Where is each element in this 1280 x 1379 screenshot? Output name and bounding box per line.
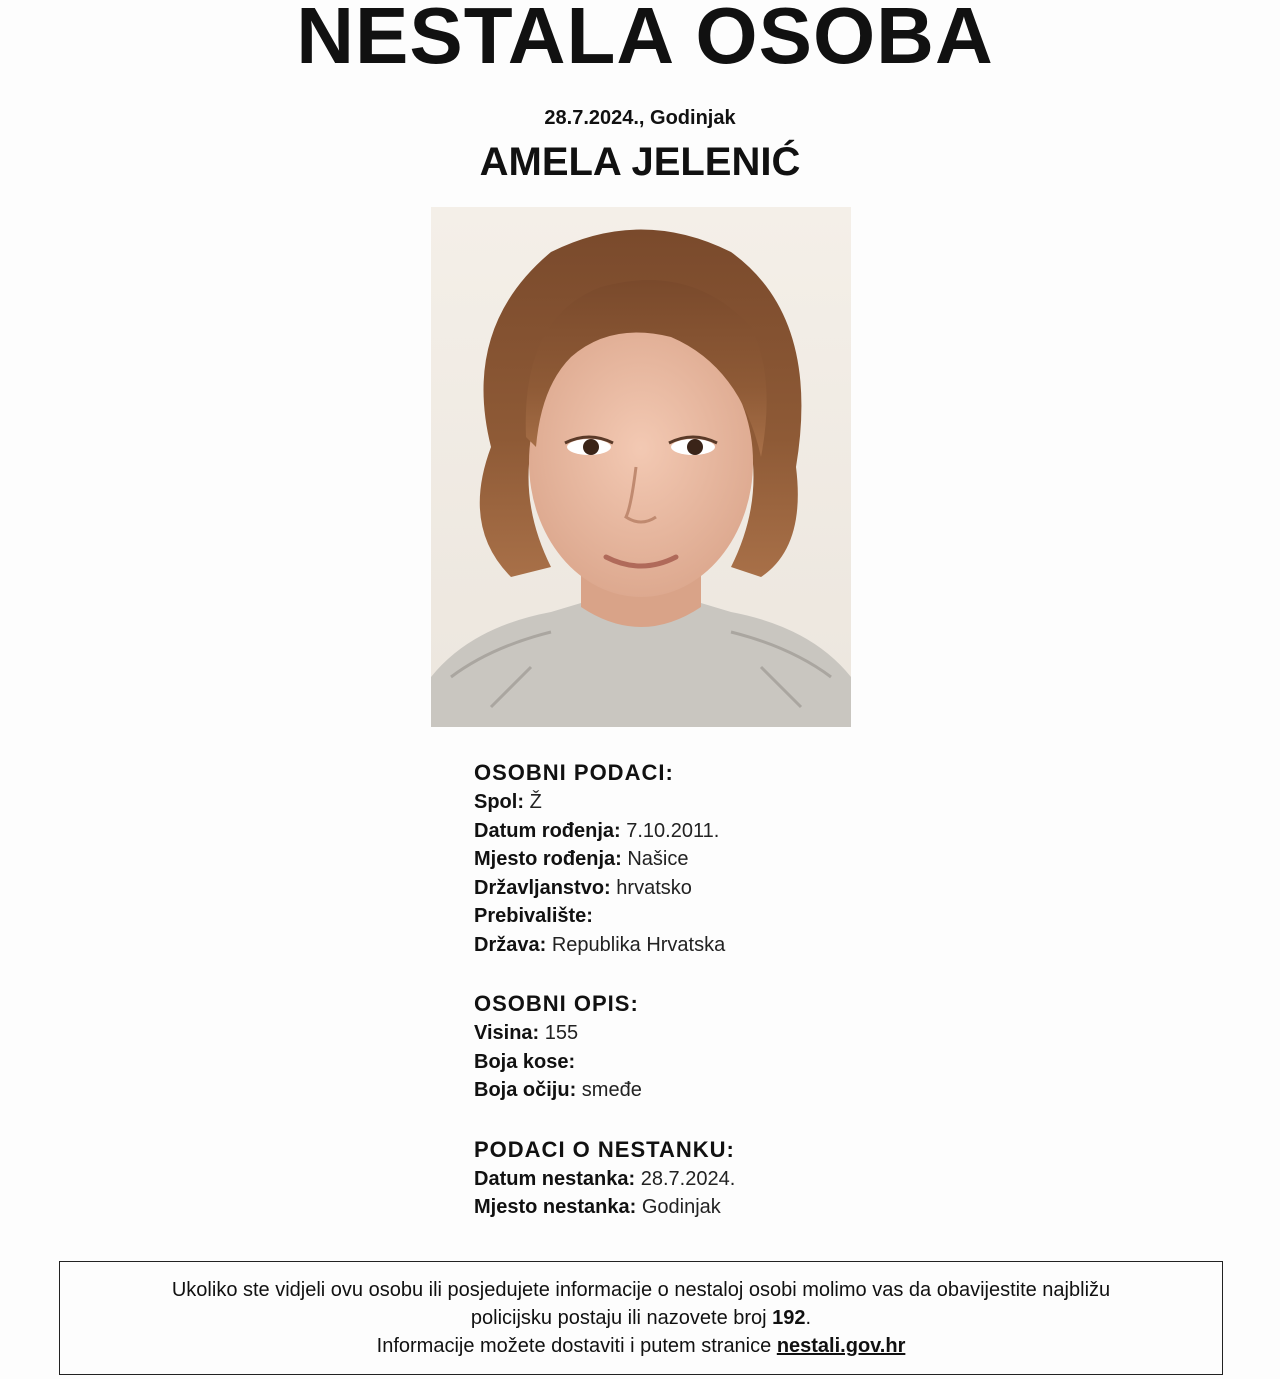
notice-line-3 — [60, 1332, 1222, 1360]
field-gender — [474, 788, 1074, 817]
personal-data-heading: OSOBNI PODACI: — [474, 760, 674, 785]
notice-line-1: Ukoliko ste vidjeli ovu osobu ili posjedujete informacije o nestaloj osobi molimo vas da obavijestite najbližu — [171, 1279, 1111, 1301]
field-value: Ž — [529, 791, 542, 813]
field-height — [474, 1019, 1074, 1048]
field-citizenship — [474, 874, 1074, 903]
field-label: Boja kose: — [474, 1050, 576, 1073]
field-label: Boja očiju: — [474, 1079, 577, 1101]
field-label: Spol: — [474, 791, 524, 813]
field-eye-color — [474, 1076, 1074, 1105]
date-and-place: 28.7.2024., Godinjak — [544, 107, 736, 129]
field-value: 155 — [544, 1022, 579, 1044]
field-label: Državljanstvo: — [474, 876, 611, 899]
field-value: 7.10.2011. — [626, 819, 720, 842]
field-label: Prebivalište: — [474, 905, 593, 927]
portrait-photo — [431, 207, 851, 727]
field-label: Država: — [474, 933, 547, 956]
field-label: Datum nestanka: — [474, 1167, 636, 1190]
field-value: Republika Hrvatska — [551, 933, 726, 956]
field-disappearance-date — [474, 1165, 1074, 1194]
notice-line-2 — [60, 1304, 1222, 1332]
notice-line-3-text: Informacije možete dostaviti i putem stranice — [376, 1335, 777, 1357]
disappearance-heading: PODACI O NESTANKU: — [474, 1136, 735, 1162]
field-label: Visina: — [474, 1022, 540, 1044]
field-country — [474, 931, 1074, 960]
field-residence — [474, 902, 1074, 931]
field-hair-color — [474, 1048, 1074, 1077]
field-birth-place — [474, 845, 1074, 874]
field-value: 28.7.2024. — [640, 1167, 736, 1190]
field-value: Našice — [627, 848, 689, 870]
notice-line-2-end: . — [805, 1307, 812, 1329]
field-birth-date — [474, 817, 1074, 846]
details-block — [474, 758, 1074, 1222]
person-name: AMELA JELENIĆ — [479, 140, 801, 184]
portrait-illustration — [431, 207, 851, 727]
notice-line-2-text: policijsku postaju ili nazovete broj — [470, 1307, 773, 1329]
field-value: hrvatsko — [616, 876, 692, 899]
phone-number[interactable]: 192 — [772, 1307, 806, 1329]
personal-description-heading: OSOBNI OPIS: — [474, 991, 639, 1016]
field-label: Mjesto nestanka: — [474, 1196, 637, 1218]
field-value: Godinjak — [641, 1196, 721, 1218]
contact-notice — [59, 1261, 1223, 1375]
field-disappearance-place — [474, 1193, 1074, 1222]
field-label: Mjesto rođenja: — [474, 848, 622, 870]
website-link[interactable]: nestali.gov.hr — [776, 1335, 906, 1357]
page-title: NESTALA OSOBA — [296, 0, 994, 80]
field-value: smeđe — [581, 1079, 642, 1101]
field-label: Datum rođenja: — [474, 819, 621, 842]
